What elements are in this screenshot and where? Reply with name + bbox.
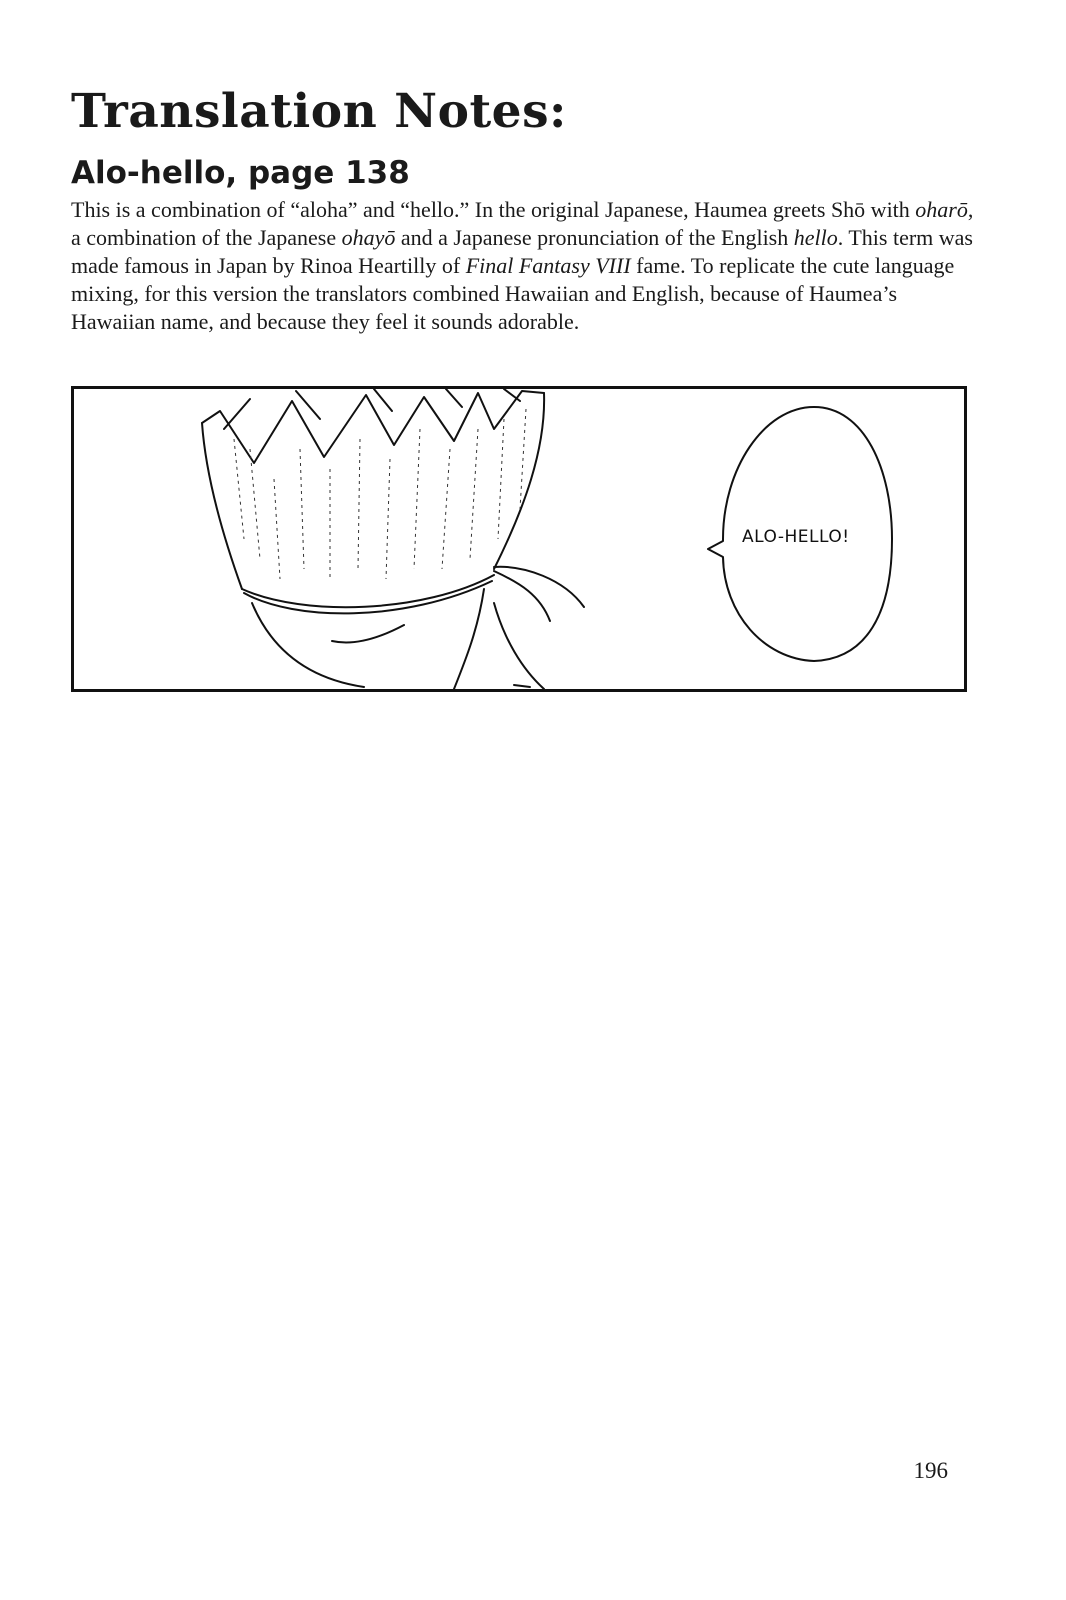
note-body-title-ffviii: Final Fantasy VIII	[465, 253, 631, 278]
ribbon-tail-2	[494, 571, 550, 621]
hat-left-edge	[202, 423, 242, 589]
note-body-term-ohayo: ohayō	[341, 225, 396, 250]
page-title: Translation Notes:	[71, 84, 567, 139]
hat-inner-zigzag	[224, 389, 520, 429]
hat-brim	[242, 575, 494, 607]
page-number: 196	[913, 1458, 948, 1483]
hat-hatching	[234, 409, 526, 579]
note-body-term-hello: hello	[793, 225, 838, 250]
note-body-term-oharo: oharō	[915, 197, 968, 222]
note-body	[71, 196, 981, 336]
speech-bubble-text: ALO-HELLO!	[742, 527, 850, 547]
hat-crown	[202, 391, 544, 463]
face-outline	[252, 603, 364, 687]
note-body-text-3: and a Japanese pronunciation of the English	[395, 225, 794, 250]
smile	[332, 625, 404, 642]
manga-panel	[71, 386, 967, 692]
face-right	[454, 589, 484, 689]
note-heading: Alo-hello, page 138	[71, 155, 410, 191]
note-body-text-4: . This term was made famous in Japan by Rinoa Heartilly of	[71, 225, 973, 278]
note-body-text-1: This is a combination of “aloha” and “hello.” In the original Japanese, Haumea greets Shō with	[71, 197, 916, 222]
collar	[514, 685, 530, 687]
shoulder	[494, 603, 544, 689]
note-body-text-2: , a combination of the Japanese	[71, 197, 974, 250]
hat-brim-lower	[244, 581, 492, 613]
note-body-text-5: fame. To replicate the cute language mixing, for this version the translators combined Hawaiian and English, because of Haumea’s Hawaiian name, and because they feel it sounds adorable.	[71, 253, 955, 334]
